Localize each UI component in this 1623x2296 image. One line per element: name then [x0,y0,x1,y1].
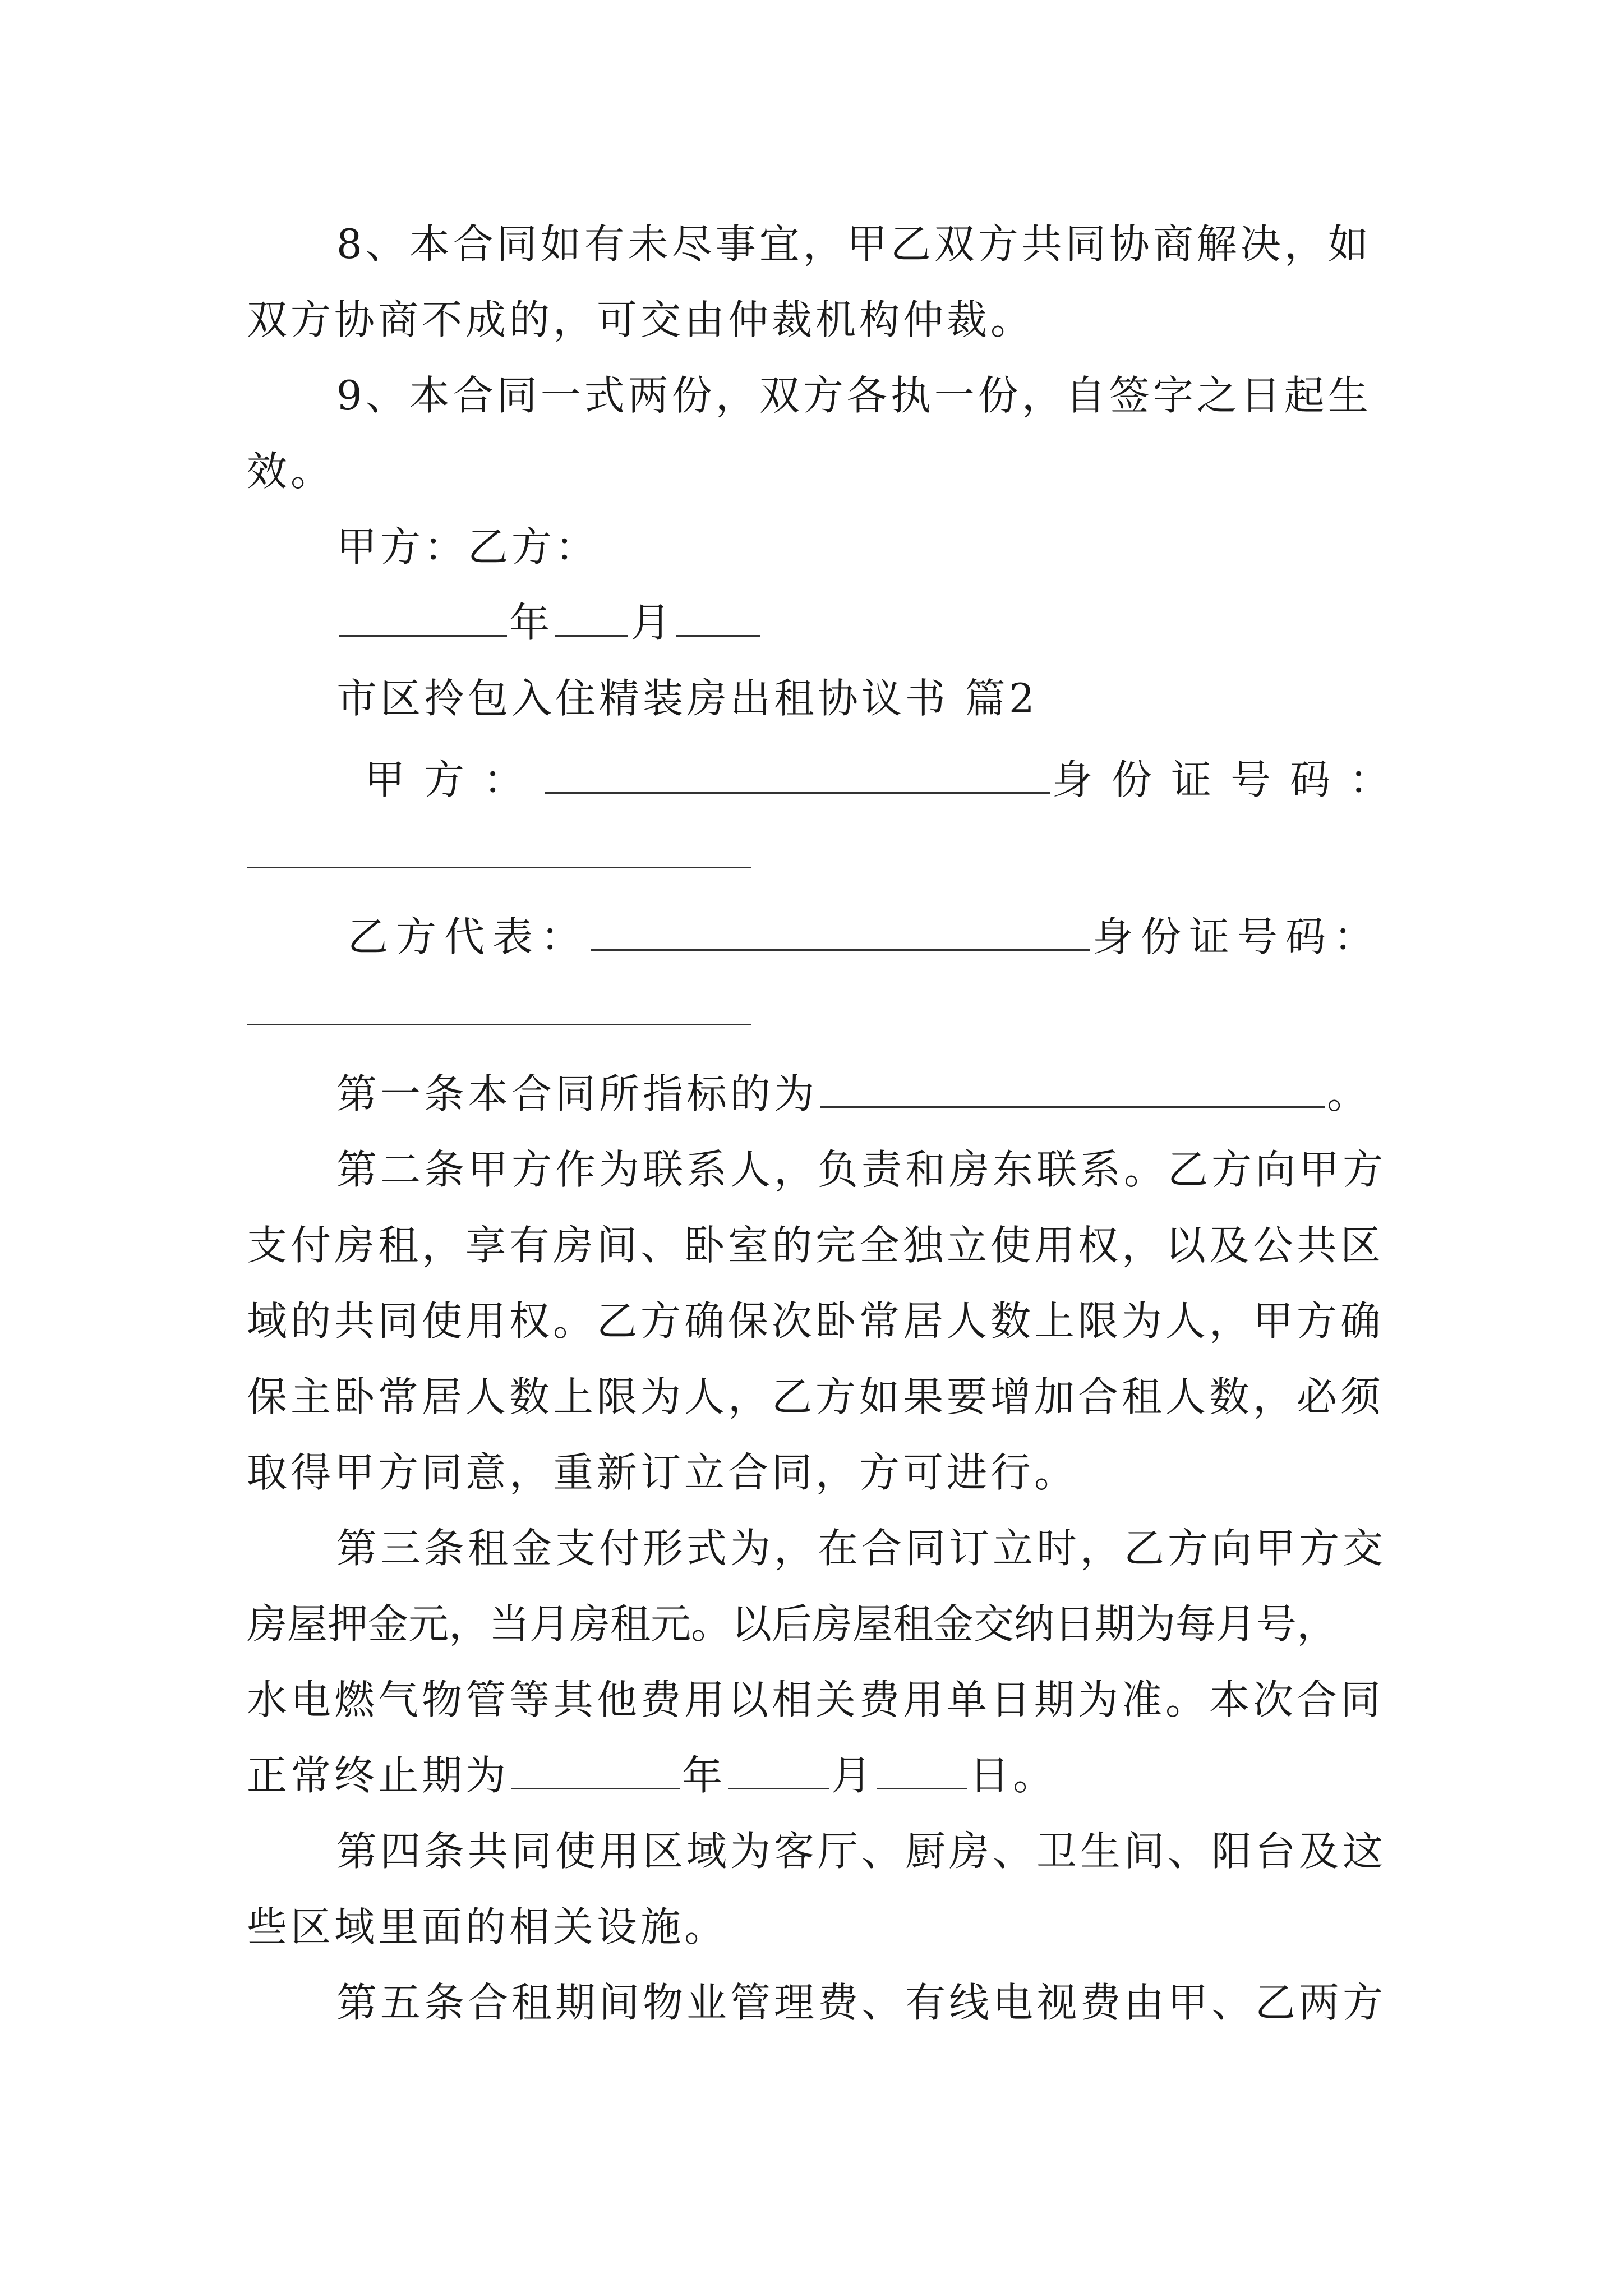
signature-parties: 甲方：乙方： [336,523,600,570]
termination-day-label: 日。 [969,1752,1057,1799]
article-4-line-2: 些区域里面的相关设施。 [247,1903,728,1950]
party-b-label: 乙方代表： [348,913,589,960]
article-3-line-4 [247,1745,1391,1806]
article-2-line-3: 域的共同使用权。乙方确保次卧常居人数上限为人，甲方确 [247,1297,1385,1345]
party-b-id-blank [247,1024,751,1025]
article-3-line-3: 水电燃气物管等其他费用以相关费用单日期为准。本次合同 [247,1676,1385,1723]
clause-8-line-2: 双方协商不成的，可交由仲裁机构仲裁。 [247,296,1035,343]
termination-year-label: 年 [682,1752,726,1799]
article-3-line-2: 房屋押金元，当月房租元。以后房屋租金交纳日期为每月号， [247,1600,1338,1648]
year-blank [339,596,507,637]
termination-year-blank [511,1749,680,1789]
year-label: 年 [509,599,554,646]
day-blank [676,596,760,637]
party-a-line [365,749,1509,811]
article-3-line-1: 第三条租金支付形式为，在合同订立时，乙方向甲方交 [336,1525,1387,1572]
termination-day-blank [877,1749,967,1789]
article-2-line-1: 第二条甲方作为联系人，负责和房东联系。乙方向甲方 [336,1146,1387,1193]
article-1-end: 。 [1327,1070,1371,1117]
signature-date [336,592,1481,654]
article-4-line-1: 第四条共同使用区域为客厅、厨房、卫生间、阳台及这 [336,1828,1387,1875]
month-blank [555,596,628,637]
party-b-id-label: 身份证号码： [1092,913,1382,960]
article-2-line-2: 支付房租，享有房间、卧室的完全独立使用权，以及公共区 [247,1222,1385,1269]
article-5-line-1: 第五条合租期间物业管理费、有线电视费由甲、乙两方 [336,1979,1387,2026]
party-a-id-blank [247,867,751,868]
clause-8-line-1: 8、本合同如有未尽事宜，甲乙双方共同协商解决，如 [336,220,1372,268]
party-a-blank [545,753,1050,794]
party-a-label: 甲方： [365,756,543,803]
clause-9-line-2: 效。 [247,448,335,495]
article-2-line-5: 取得甲方同意，重新订立合同，方可进行。 [247,1449,1078,1496]
clause-9-line-1: 9、本合同一式两份，双方各执一份，自签字之日起生 [336,372,1372,419]
termination-month-blank [728,1749,829,1789]
section-title: 市区拎包入住精装房出租协议书 篇2 [336,675,1038,722]
month-label: 月 [630,599,675,646]
termination-label: 正常终止期为 [247,1752,510,1799]
party-b-blank [591,910,1090,951]
article-1-blank [820,1067,1325,1108]
termination-month-label: 月 [831,1752,875,1799]
article-1 [336,1063,1481,1125]
article-2-line-4: 保主卧常居人数上限为人，乙方如果要增加合租人数，必须 [247,1373,1385,1420]
party-b-line [348,906,1492,968]
party-a-id-label: 身份证号码： [1052,756,1409,803]
article-1-text: 第一条本合同所指标的为 [336,1070,818,1117]
